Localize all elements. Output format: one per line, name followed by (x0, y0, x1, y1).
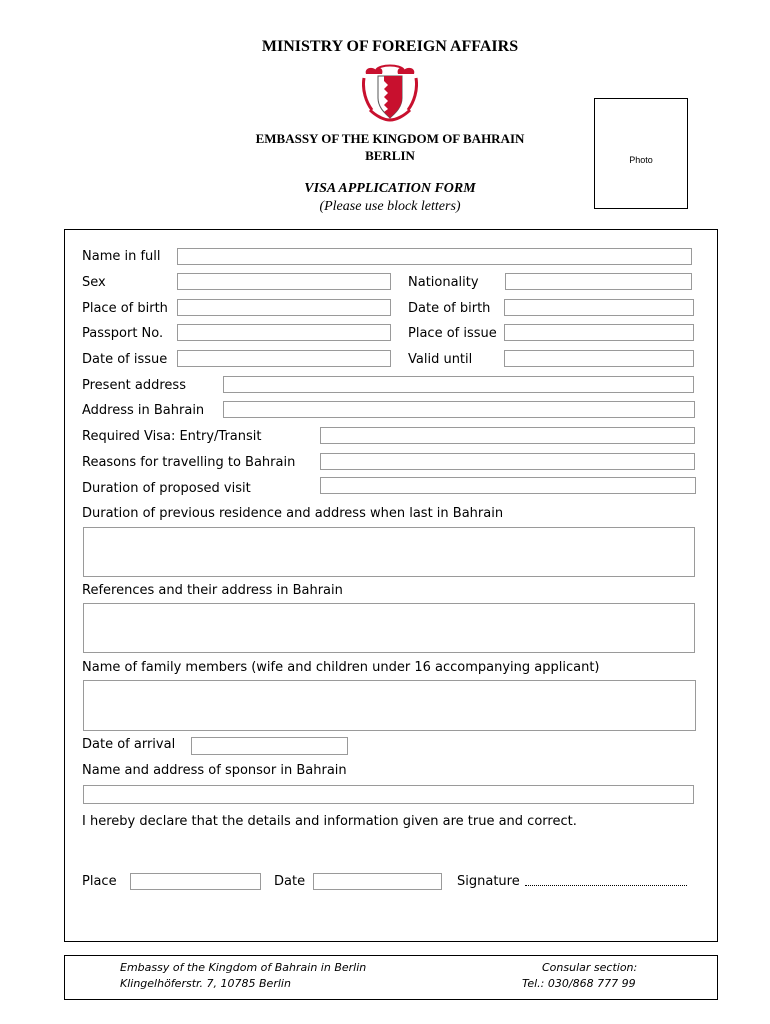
label-date-of-birth: Date of birth (408, 301, 491, 316)
place-of-issue-input[interactable] (504, 324, 694, 341)
label-sex: Sex (82, 275, 106, 290)
previous-residence-textarea[interactable] (83, 527, 695, 577)
duration-visit-input[interactable] (320, 477, 696, 494)
sponsor-input[interactable] (83, 785, 694, 804)
label-previous-residence: Duration of previous residence and address when last in Bahrain (82, 506, 504, 521)
photo-box[interactable] (594, 98, 688, 209)
address-in-bahrain-input[interactable] (223, 401, 695, 418)
label-present-address: Present address (82, 378, 186, 393)
footer-embassy: Embassy of the Kingdom of Bahrain in Berlin (120, 961, 367, 974)
reasons-input[interactable] (320, 453, 695, 470)
label-passport-no: Passport No. (82, 326, 164, 341)
label-references: References and their address in Bahrain (82, 583, 343, 598)
label-date: Date (274, 874, 306, 889)
label-nationality: Nationality (408, 275, 479, 290)
embassy-line2: BERLIN (365, 148, 415, 163)
label-signature: Signature (457, 874, 520, 889)
label-sponsor: Name and address of sponsor in Bahrain (82, 763, 347, 778)
declaration-text: I hereby declare that the details and information given are true and correct. (82, 814, 577, 829)
label-duration-visit: Duration of proposed visit (82, 481, 251, 496)
family-members-textarea[interactable] (83, 680, 696, 731)
sex-input[interactable] (177, 273, 391, 290)
date-of-arrival-input[interactable] (191, 737, 348, 755)
label-reasons: Reasons for travelling to Bahrain (82, 455, 296, 470)
label-place: Place (82, 874, 117, 889)
signature-line[interactable] (525, 882, 687, 886)
required-visa-input[interactable] (320, 427, 695, 444)
references-textarea[interactable] (83, 603, 695, 653)
label-date-of-arrival: Date of arrival (82, 737, 176, 752)
date-of-issue-input[interactable] (177, 350, 391, 367)
place-of-birth-input[interactable] (177, 299, 391, 316)
form-title: VISA APPLICATION FORM (304, 181, 476, 196)
label-family-members: Name of family members (wife and children under 16 accompanying applicant) (82, 660, 600, 675)
date-input[interactable] (313, 873, 442, 890)
ministry-title: MINISTRY OF FOREIGN AFFAIRS (261, 38, 519, 55)
footer-address: Klingelhöferstr. 7, 10785 Berlin (120, 977, 291, 990)
embassy-line1: EMBASSY OF THE KINGDOM OF BAHRAIN (255, 131, 525, 146)
passport-no-input[interactable] (177, 324, 391, 341)
photo-label: Photo (629, 155, 653, 165)
name-in-full-input[interactable] (177, 248, 692, 265)
label-name-in-full: Name in full (82, 249, 161, 264)
label-address-in-bahrain: Address in Bahrain (82, 403, 205, 418)
footer-tel: Tel.: 030/868 777 99 (522, 977, 636, 990)
label-valid-until: Valid until (408, 352, 473, 367)
present-address-input[interactable] (223, 376, 694, 393)
date-of-birth-input[interactable] (504, 299, 694, 316)
label-required-visa: Required Visa: Entry/Transit (82, 429, 262, 444)
valid-until-input[interactable] (504, 350, 694, 367)
footer-consular: Consular section: (542, 961, 638, 974)
bahrain-crest-icon (362, 64, 418, 122)
label-date-of-issue: Date of issue (82, 352, 168, 367)
form-subtitle: (Please use block letters) (319, 199, 461, 214)
label-place-of-birth: Place of birth (82, 301, 168, 316)
nationality-input[interactable] (505, 273, 692, 290)
label-place-of-issue: Place of issue (408, 326, 497, 341)
place-input[interactable] (130, 873, 261, 890)
